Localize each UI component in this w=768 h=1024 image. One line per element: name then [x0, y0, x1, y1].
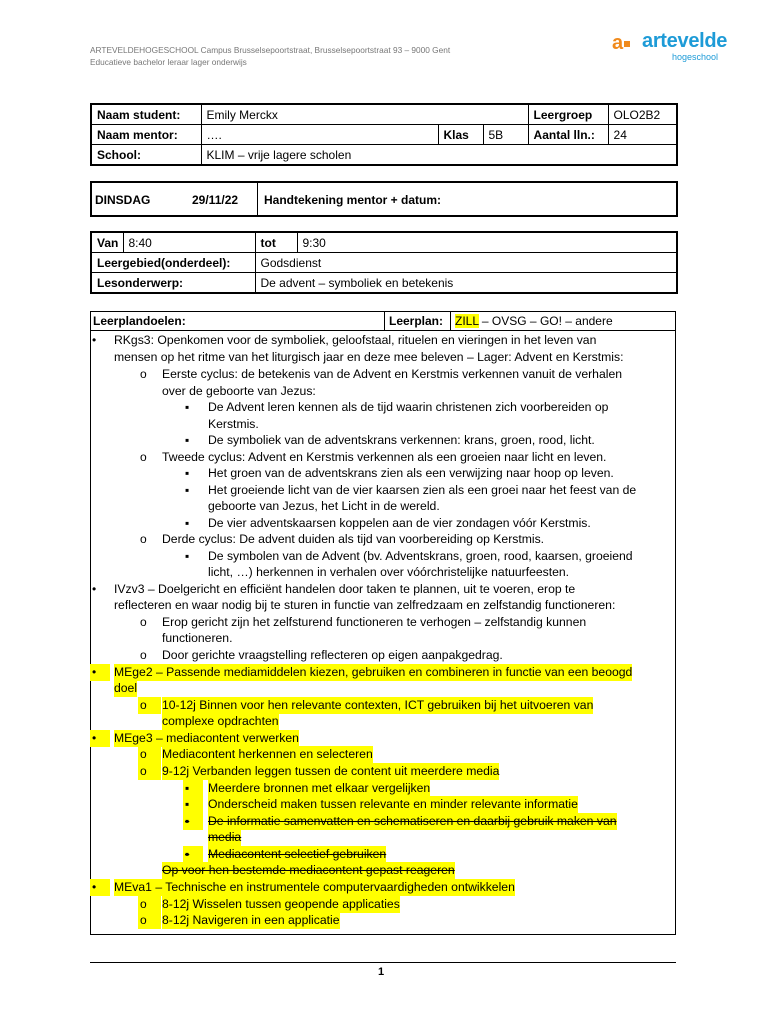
bullet-marker: o — [138, 746, 161, 763]
objective-line: MEge2 – Passende mediamiddelen kiezen, gebruiken en combineren in functie van een beoogd — [114, 665, 633, 679]
plan-zill: ZILL — [455, 314, 479, 328]
bullet-marker: o — [138, 763, 161, 780]
topic-value: De advent – symboliek en betekenis — [255, 273, 677, 294]
bullet-marker: ▪ — [185, 433, 190, 447]
bullet-marker: ▪ — [185, 483, 190, 497]
bullet-marker: o — [140, 615, 147, 629]
plan-rest: – OVSG – GO! – andere — [478, 314, 613, 328]
bullet-marker: o — [140, 367, 147, 381]
objective-line: MEva1 – Technische en instrumentele computervaardigheden ontwikkelen — [114, 880, 515, 894]
bullet-marker: • — [92, 582, 97, 596]
objective-line: doel — [114, 681, 138, 695]
objective-line: IVzv3 – Doelgericht en efficiënt handelen door taken te plannen, uit te voeren, erop te — [114, 582, 576, 596]
objective-line: Erop gericht zijn het zelfsturend functioneren te verhogen – zelfstandig kunnen — [162, 615, 587, 629]
mentor-name: …. — [201, 125, 438, 145]
day-name: DINSDAG — [95, 193, 151, 207]
area-value: Godsdienst — [255, 253, 677, 273]
bullet-marker: ▪ — [183, 780, 203, 797]
bullet-marker: • — [90, 879, 110, 896]
objective-line: 8-12j Wisselen tussen geopende applicaties — [162, 897, 400, 911]
objective-line: complexe opdrachten — [162, 714, 279, 728]
objectives-header — [91, 312, 675, 331]
objective-line: 9-12j Verbanden leggen tussen de content uit meerdere media — [162, 764, 500, 778]
objective-line: De symbolen van de Advent (bv. Adventskrans, groen, rood, kaarsen, groeiend — [208, 549, 633, 563]
bullet-marker: ▪ — [185, 549, 190, 563]
plan-options — [455, 314, 613, 328]
bullet-marker: o — [140, 450, 147, 464]
bullet-marker: • — [92, 333, 97, 347]
school-label: School: — [91, 145, 201, 166]
objective-line: Meerdere bronnen met elkaar vergelijken — [208, 781, 431, 795]
logo-name: artevelde — [642, 30, 728, 52]
objective-line: Eerste cyclus: de betekenis van de Advent en Kerstmis verkennen vanuit de verhalen — [162, 367, 623, 381]
objective-line: Door gerichte vraagstelling reflecteren op eigen aanpakgedrag. — [162, 648, 503, 662]
footer-rule — [90, 962, 676, 963]
objective-line: Mediacontent herkennen en selecteren — [162, 747, 373, 761]
class-label: Klas — [438, 125, 483, 145]
objective-line: functioneren. — [162, 631, 233, 645]
from-time: 8:40 — [123, 232, 255, 253]
bullet-marker: o — [140, 648, 147, 662]
group-value: OLO2B2 — [608, 104, 677, 125]
lesson-table — [90, 231, 678, 294]
objective-line: mensen op het ritme van het liturgisch jaar en deze mee beleven – Lager: Advent en Kerstmis: — [114, 350, 624, 364]
bullet-marker: ▪ — [183, 796, 203, 813]
bullet-marker: • — [90, 664, 110, 681]
signature-label: Handtekening mentor + datum: — [264, 193, 442, 207]
bullet-marker: ▪ — [183, 813, 203, 830]
objective-line: MEge3 – mediacontent verwerken — [114, 731, 299, 745]
objective-line: 8-12j Navigeren in een applicatie — [162, 913, 340, 927]
group-label: Leergroep — [528, 104, 608, 125]
objective-line: 10-12j Binnen voor hen relevante contexten, ICT gebruiken bij het uitvoeren van — [162, 698, 594, 712]
bullet-marker: ▪ — [185, 466, 190, 480]
objective-line: Onderscheid maken tussen relevante en minder relevante informatie — [208, 797, 578, 811]
day-signature-box — [90, 181, 678, 217]
school-name: KLIM – vrije lagere scholen — [201, 145, 677, 166]
bullet-marker: ▪ — [183, 846, 203, 863]
objective-line: Mediacontent selectief gebruiken — [208, 847, 387, 861]
logo-sub: hogeschool — [672, 52, 719, 62]
student-name: Emily Merckx — [201, 104, 528, 125]
objective-line: Kerstmis. — [208, 417, 259, 431]
page-number: 1 — [378, 966, 385, 978]
mentor-label: Naam mentor: — [91, 125, 201, 145]
objective-line: Tweede cyclus: Advent en Kerstmis verkennen als een groeien naar licht en leven. — [162, 450, 607, 464]
bullet-marker: ▪ — [185, 516, 190, 530]
objective-line: De symboliek van de adventskrans verkennen: krans, groen, rood, licht. — [208, 433, 595, 447]
objective-line: Derde cyclus: De advent duiden als tijd van voorbereiding op Kerstmis. — [162, 532, 545, 546]
to-label: tot — [255, 232, 297, 253]
area-label: Leergebied(onderdeel): — [91, 253, 255, 273]
logo-mark: a — [612, 32, 630, 55]
class-value: 5B — [483, 125, 528, 145]
objective-line: Op voor hen bestemde mediacontent gepast reageren — [162, 863, 455, 877]
student-label: Naam student: — [91, 104, 201, 125]
objective-line: geboorte van Jezus, het Licht in de wereld. — [208, 499, 440, 513]
bullet-marker: o — [140, 532, 147, 546]
count-label: Aantal lln.: — [528, 125, 608, 145]
from-label: Van — [91, 232, 123, 253]
objective-line: media — [208, 830, 242, 844]
bullet-marker: • — [90, 730, 110, 747]
objective-line: licht, …) herkennen in verhalen over vóórchristelijke natuurfeesten. — [208, 565, 570, 579]
bullet-marker: o — [138, 697, 161, 714]
objective-line: Het groen van de adventskrans zien als een verwijzing naar hoop op leven. — [208, 466, 614, 480]
institution-address: ARTEVELDEHOGESCHOOL Campus Brusselsepoortstraat, Brusselsepoortstraat 93 – 9000 Gent — [90, 45, 451, 55]
bullet-marker: ▪ — [185, 400, 190, 414]
objective-line: over de geboorte van Jezus: — [162, 384, 316, 398]
student-info-table — [90, 103, 678, 166]
institution-header — [90, 44, 450, 68]
objective-line: RKgs3: Openkomen voor de symboliek, geloofstaal, rituelen en vieringen in het leven van — [114, 333, 597, 347]
objective-line: Het groeiende licht van de vier kaarsen zien als een groei naar het feest van de — [208, 483, 637, 497]
program-name: Educatieve bachelor leraar lager onderwijs — [90, 57, 247, 67]
artevelde-logo — [612, 30, 752, 64]
bullet-marker: o — [138, 912, 161, 929]
objective-line: De vier adventskaarsen koppelen aan de vier zondagen vóór Kerstmis. — [208, 516, 591, 530]
to-time: 9:30 — [297, 232, 677, 253]
objectives-title: Leerplandoelen: — [93, 314, 186, 328]
count-value: 24 — [608, 125, 677, 145]
bullet-marker: o — [138, 896, 161, 913]
objective-line: De informatie samenvatten en schematiseren en daarbij gebruik maken van — [208, 814, 617, 828]
objective-line: De Advent leren kennen als de tijd waarin christenen zich voorbereiden op — [208, 400, 609, 414]
objective-line: reflecteren en waar nodig bij te sturen in functie van zelfredzaam en zelfstandig functioneren: — [114, 598, 616, 612]
plan-label: Leerplan: — [389, 314, 444, 328]
day-date: 29/11/22 — [192, 193, 239, 207]
topic-label: Lesonderwerp: — [91, 273, 255, 294]
